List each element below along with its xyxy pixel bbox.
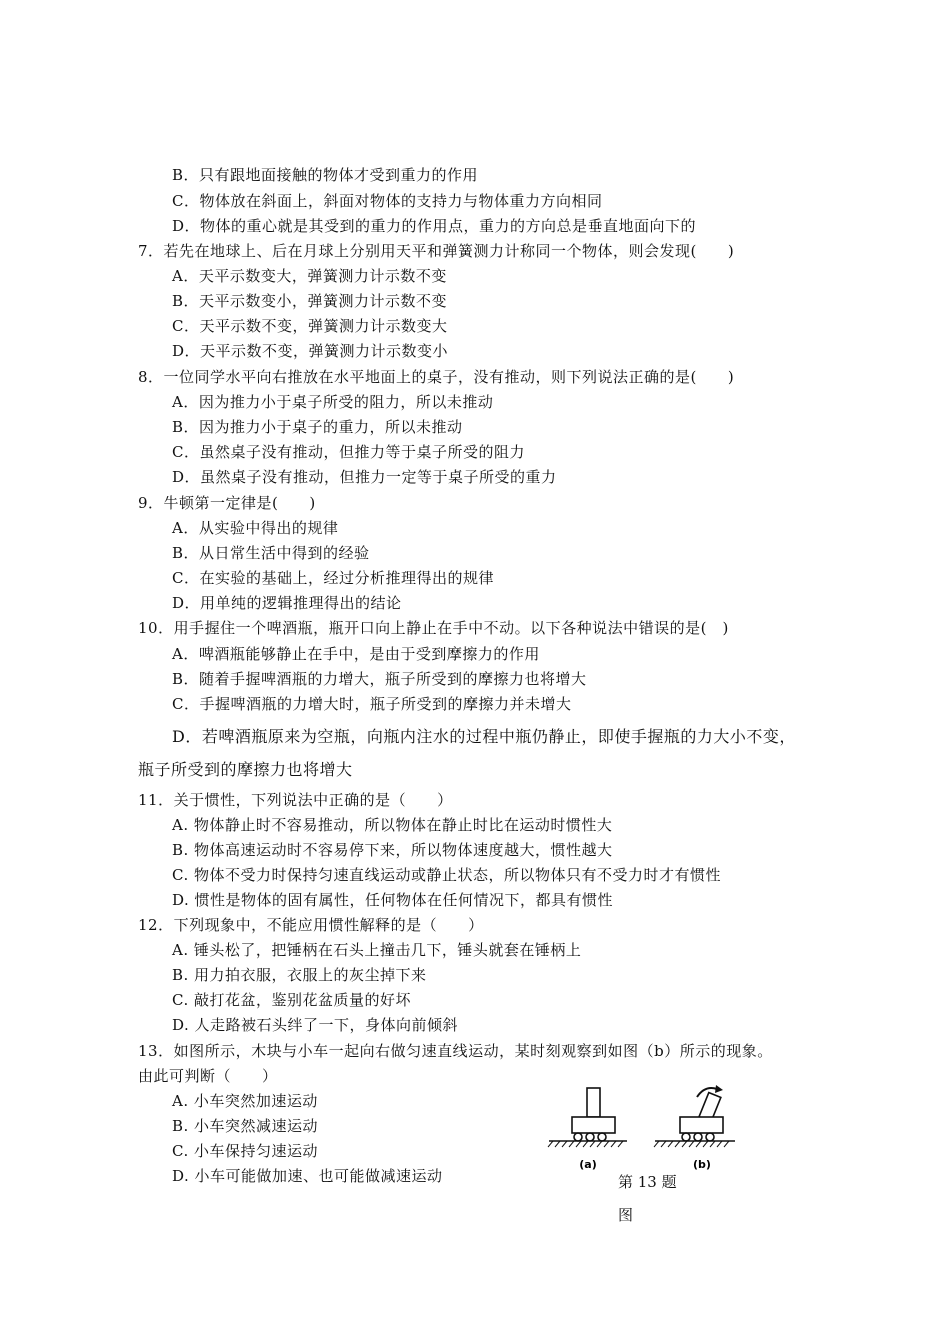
q10-option-d: D．若啤酒瓶原来为空瓶，向瓶内注水的过程中瓶仍静止，即使手握瓶的力大小不变，	[172, 727, 796, 746]
arrow-head-icon	[715, 1085, 723, 1093]
figure-a-cart	[549, 1088, 627, 1141]
figure-b-cart	[655, 1093, 735, 1141]
q13-stem-continued: 由此可判断（ ）	[138, 1067, 278, 1085]
q13-option-d: D. 小车可能做加速、也可能做减速运动	[172, 1167, 443, 1185]
figure-caption-continued: 图	[618, 1206, 634, 1224]
q7-stem: 7．若先在地球上、后在月球上分别用天平和弹簧测力计称同一个物体，则会发现( )	[138, 242, 735, 260]
q11-option-a: A. 物体静止时不容易推动，所以物体在静止时比在运动时惯性大	[172, 816, 613, 834]
q11-option-d: D. 惯性是物体的固有属性，任何物体在任何情况下，都具有惯性	[172, 891, 614, 909]
figure-label-a: (a)	[579, 1158, 597, 1171]
q9-stem: 9．牛顿第一定律是( )	[138, 494, 316, 512]
q7-option-d: D．天平示数不变，弹簧测力计示数变小	[172, 342, 449, 360]
q12-option-b: B. 用力拍衣服，衣服上的灰尘掉下来	[172, 966, 427, 984]
q10-option-a: A．啤酒瓶能够静止在手中，是由于受到摩擦力的作用	[172, 645, 540, 663]
q13-stem: 13．如图所示，木块与小车一起向右做匀速直线运动，某时刻观察到如图（b）所示的现象。	[138, 1042, 773, 1060]
q11-stem: 11．关于惯性，下列说法中正确的是（ ）	[138, 791, 453, 809]
q10-stem: 10．用手握住一个啤酒瓶，瓶开口向上静止在手中不动。以下各种说法中错误的是( )	[138, 619, 729, 637]
q7-option-c: C．天平示数不变，弹簧测力计示数变大	[172, 317, 448, 335]
q6-option-d: D．物体的重心就是其受到的重力的作用点，重力的方向总是垂直地面向下的	[172, 217, 697, 235]
q9-option-b: B．从日常生活中得到的经验	[172, 544, 370, 562]
q8-option-a: A．因为推力小于桌子所受的阻力，所以未推动	[172, 393, 494, 411]
q10-option-d-continued: 瓶子所受到的摩擦力也将增大	[138, 760, 353, 779]
q6-option-b: B．只有跟地面接触的物体才受到重力的作用	[172, 166, 479, 184]
q12-stem: 12．下列现象中，不能应用惯性解释的是（ ）	[138, 916, 484, 934]
figure-label-b: (b)	[693, 1158, 711, 1171]
figure-caption: 第 13 题	[618, 1173, 677, 1191]
figure-b-ground-hatch	[654, 1141, 729, 1147]
q13-figure	[545, 1085, 745, 1175]
q11-option-b: B. 物体高速运动时不容易停下来，所以物体速度越大，惯性越大	[172, 841, 613, 859]
q11-option-c: C. 物体不受力时保持匀速直线运动或静止状态，所以物体只有不受力时才有惯性	[172, 866, 721, 884]
q8-option-d: D．虽然桌子没有推动，但推力一定等于桌子所受的重力	[172, 468, 557, 486]
q9-option-a: A．从实验中得出的规律	[172, 519, 339, 537]
q8-stem: 8．一位同学水平向右推放在水平地面上的桌子，没有推动，则下列说法正确的是( )	[138, 368, 735, 386]
q9-option-c: C．在实验的基础上，经过分析推理得出的规律	[172, 569, 494, 587]
q7-option-b: B．天平示数变小，弹簧测力计示数不变	[172, 292, 448, 310]
q10-option-c: C．手握啤酒瓶的力增大时，瓶子所受到的摩擦力并未增大	[172, 695, 572, 713]
q12-option-a: A. 锤头松了，把锤柄在石头上撞击几下，锤头就套在锤柄上	[172, 941, 582, 959]
q6-option-c: C．物体放在斜面上，斜面对物体的支持力与物体重力方向相同	[172, 192, 603, 210]
q8-option-b: B．因为推力小于桌子的重力，所以未推动	[172, 418, 463, 436]
q13-option-c: C. 小车保持匀速运动	[172, 1142, 318, 1160]
q8-option-c: C．虽然桌子没有推动，但推力等于桌子所受的阻力	[172, 443, 525, 461]
q13-option-a: A. 小车突然加速运动	[172, 1092, 318, 1110]
q9-option-d: D．用单纯的逻辑推理得出的结论	[172, 594, 402, 612]
figure-a-ground-hatch	[548, 1141, 623, 1147]
q12-option-c: C. 敲打花盆，鉴别花盆质量的好坏	[172, 991, 411, 1009]
q10-option-b: B．随着手握啤酒瓶的力增大，瓶子所受到的摩擦力也将增大	[172, 670, 587, 688]
q12-option-d: D. 人走路被石头绊了一下，身体向前倾斜	[172, 1016, 459, 1034]
q13-option-b: B. 小车突然减速运动	[172, 1117, 319, 1135]
q7-option-a: A．天平示数变大，弹簧测力计示数不变	[172, 267, 447, 285]
